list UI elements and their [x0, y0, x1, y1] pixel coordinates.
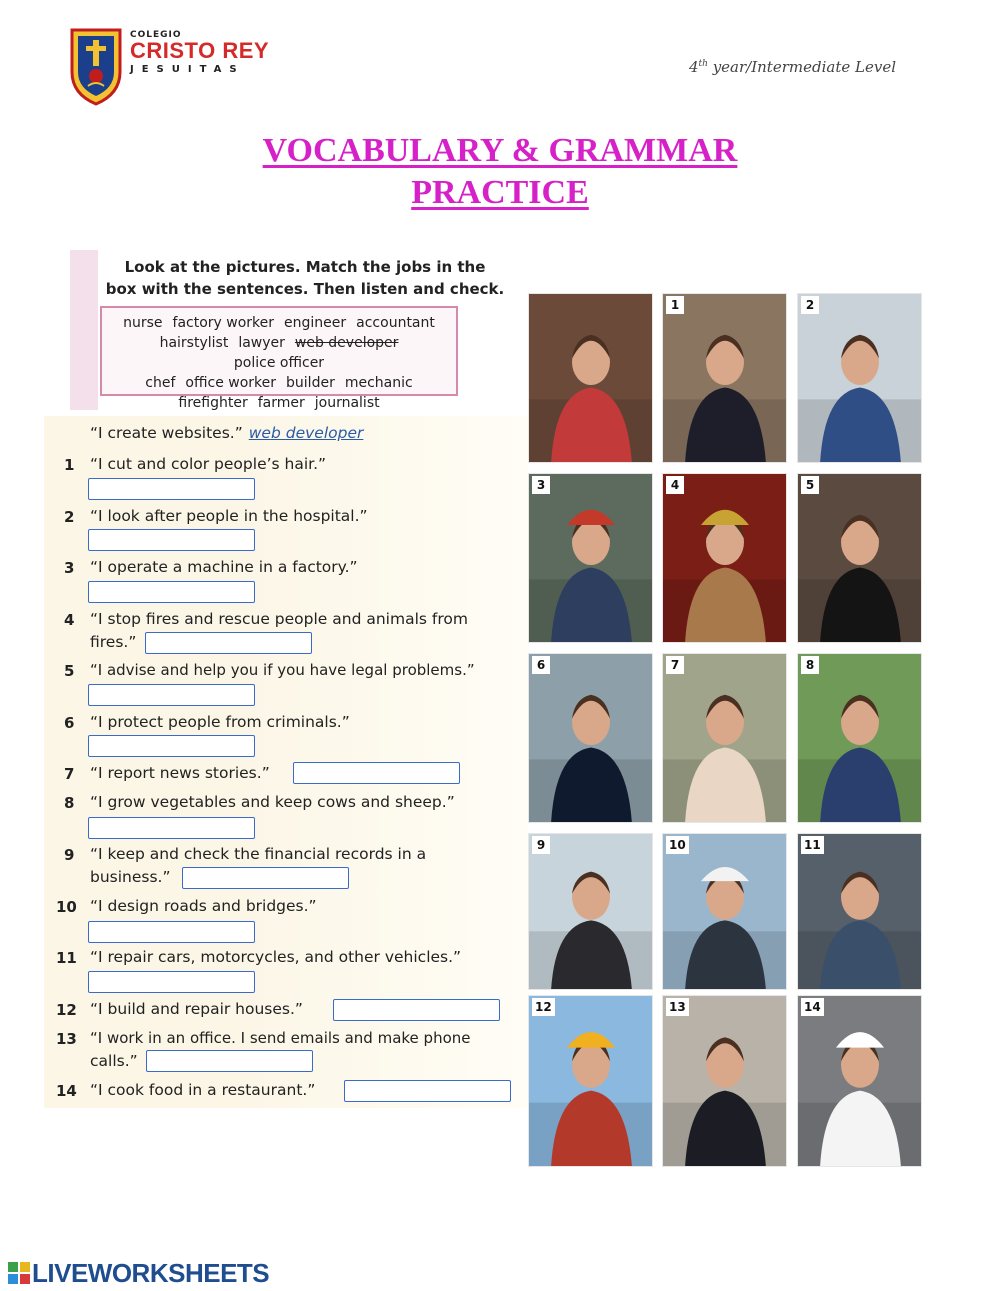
question-number: 5	[64, 662, 75, 680]
job-photo	[797, 833, 922, 990]
mechanic-photo	[798, 834, 922, 990]
photo-number: 6	[532, 656, 550, 674]
word-row	[108, 333, 450, 373]
job-photo	[662, 833, 787, 990]
job-photo	[662, 473, 787, 643]
answer-box-12[interactable]	[333, 999, 500, 1021]
answer-box-1[interactable]	[88, 478, 255, 500]
question-number: 11	[56, 949, 77, 967]
word-item: farmer	[257, 395, 305, 411]
word-item: factory worker	[172, 315, 275, 331]
job-photo	[797, 293, 922, 463]
logo-school-name: CRISTO REY	[130, 38, 270, 63]
word-row	[108, 373, 450, 393]
farmer-photo	[798, 654, 922, 823]
answer-box-11[interactable]	[88, 971, 255, 993]
job-photo	[797, 473, 922, 643]
nurse-photo	[798, 294, 922, 463]
photo-number: 10	[666, 836, 689, 854]
word-item: police officer	[233, 355, 325, 371]
title-line-2: PRACTICE	[411, 174, 589, 211]
logo-subtitle: JESUITAS	[130, 64, 245, 75]
job-photo	[797, 653, 922, 823]
question-text: “I look after people in the hospital.”	[90, 507, 368, 525]
answer-box-13[interactable]	[146, 1050, 313, 1072]
job-photo	[662, 293, 787, 463]
job-photo	[528, 995, 653, 1167]
answer-box-10[interactable]	[88, 921, 255, 943]
question-text: “I stop fires and rescue people and animals from	[90, 610, 468, 628]
word-item: office worker	[185, 375, 277, 391]
word-item: accountant	[356, 315, 435, 331]
question-text: “I work in an office. I send emails and make phone	[90, 1029, 471, 1047]
question-number: 14	[56, 1082, 77, 1100]
photo-number: 2	[801, 296, 819, 314]
question-text: “I design roads and bridges.”	[90, 897, 317, 915]
lawyer-photo	[798, 474, 922, 643]
journalist-photo	[663, 654, 787, 823]
question-text: “I protect people from criminals.”	[90, 713, 350, 731]
answer-box-3[interactable]	[88, 581, 255, 603]
question-number: 2	[64, 508, 75, 526]
word-row	[108, 313, 450, 333]
job-photo	[528, 653, 653, 823]
example-answer: web developer	[248, 424, 364, 442]
answer-box-7[interactable]	[293, 762, 460, 784]
job-photo	[662, 995, 787, 1167]
question-number: 6	[64, 714, 75, 732]
photo-number: 11	[801, 836, 824, 854]
photo-number: 8	[801, 656, 819, 674]
question-number: 4	[64, 611, 75, 629]
photo-number: 13	[666, 998, 689, 1016]
photo-number: 12	[532, 998, 555, 1016]
builder-photo	[529, 996, 653, 1167]
question-text: “I keep and check the financial records in a	[90, 845, 427, 863]
question-number: 1	[64, 456, 75, 474]
page-title	[0, 130, 1000, 214]
word-item: hairstylist	[159, 335, 229, 351]
word-item: firefighter	[178, 395, 248, 411]
word-item: nurse	[123, 315, 163, 331]
answer-box-9[interactable]	[182, 867, 349, 889]
photo-number: 1	[666, 296, 684, 314]
level-label: 4th year/Intermediate Level	[688, 58, 896, 76]
school-shield-icon	[70, 28, 122, 106]
accountant-photo	[529, 834, 653, 990]
question-text: “I operate a machine in a factory.”	[90, 558, 358, 576]
job-photo	[662, 653, 787, 823]
question-text: “I advise and help you if you have legal problems.”	[90, 661, 475, 679]
hairstylist-photo	[663, 294, 787, 463]
word-item: journalist	[314, 395, 380, 411]
photo-number: 3	[532, 476, 550, 494]
chef-photo	[798, 996, 922, 1167]
job-photo	[528, 293, 653, 463]
question-number: 9	[64, 846, 75, 864]
word-item: engineer	[284, 315, 347, 331]
question-text: “I cook food in a restaurant.”	[90, 1081, 316, 1099]
answer-box-5[interactable]	[88, 684, 255, 706]
police-officer-photo	[529, 654, 653, 823]
question-text: “I repair cars, motorcycles, and other vehicles.”	[90, 948, 462, 966]
liveworksheets-logo-icon	[8, 1262, 30, 1284]
photo-number: 4	[666, 476, 684, 494]
job-photo	[528, 833, 653, 990]
question-text: “I build and repair houses.”	[90, 1000, 303, 1018]
word-item: chef	[145, 375, 176, 391]
word-item: builder	[286, 375, 335, 391]
word-item: mechanic	[344, 375, 413, 391]
question-number: 13	[56, 1030, 77, 1048]
firefighter-photo	[663, 474, 787, 643]
liveworksheets-wordmark: LIVEWORKSHEETS	[32, 1258, 270, 1288]
job-photo	[797, 995, 922, 1167]
decorative-strip	[70, 250, 98, 410]
word-item-used: web developer	[294, 335, 399, 351]
photo-number: 9	[532, 836, 550, 854]
question-number: 8	[64, 794, 75, 812]
title-line-1: VOCABULARY & GRAMMAR	[262, 132, 738, 169]
word-item: lawyer	[238, 335, 285, 351]
example-sentence: “I create websites.” web developer	[90, 424, 364, 442]
answer-box-8[interactable]	[88, 817, 255, 839]
question-number: 3	[64, 559, 75, 577]
answer-box-14[interactable]	[344, 1080, 511, 1102]
photo-number: 14	[801, 998, 824, 1016]
question-number: 12	[56, 1001, 77, 1019]
answer-box-2[interactable]	[88, 529, 255, 551]
web-developer-photo	[529, 294, 653, 463]
photo-number: 5	[801, 476, 819, 494]
question-number: 10	[56, 898, 77, 916]
factory-worker-photo	[529, 474, 653, 643]
question-number: 7	[64, 765, 75, 783]
word-box	[100, 306, 458, 411]
job-photo	[528, 473, 653, 643]
logo-colegio-text: COLEGIO	[130, 30, 182, 40]
answer-box-4[interactable]	[145, 632, 312, 654]
engineer-photo	[663, 834, 787, 990]
question-text-continued: calls.”	[90, 1052, 138, 1070]
instructions: Look at the pictures. Match the jobs in the box with the sentences. Then listen and check.	[105, 258, 505, 298]
answer-box-6[interactable]	[88, 735, 255, 757]
school-logo	[70, 28, 280, 108]
word-row	[108, 393, 450, 413]
question-text-continued: business.”	[90, 868, 171, 886]
photo-number: 7	[666, 656, 684, 674]
question-text-continued: fires.”	[90, 633, 137, 651]
question-text: “I grow vegetables and keep cows and sheep.”	[90, 793, 455, 811]
office-worker-photo	[663, 996, 787, 1167]
question-text: “I cut and color people’s hair.”	[90, 455, 327, 473]
question-text: “I report news stories.”	[90, 764, 270, 782]
